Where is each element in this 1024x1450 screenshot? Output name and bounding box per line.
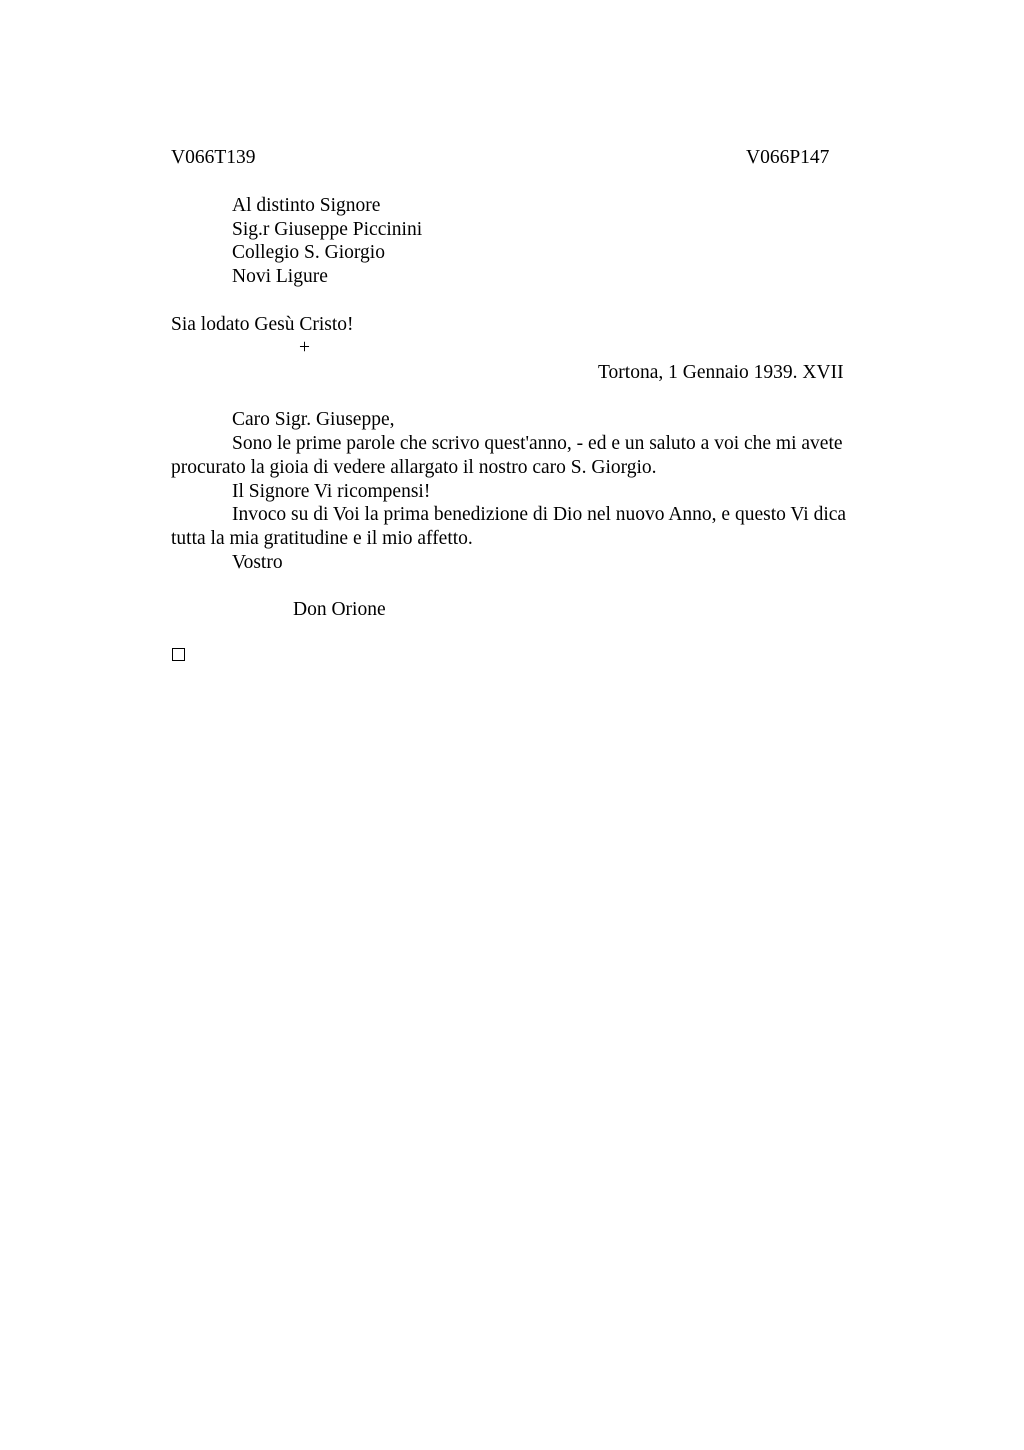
paragraph-line: Sono le prime parole che scrivo quest'anno, - ed e un saluto a voi che mi avete	[232, 433, 843, 454]
paragraph-line: tutta la mia gratitudine e il mio affetto.	[171, 528, 473, 549]
address-line: Al distinto Signore	[232, 195, 381, 216]
address-line: Sig.r Giuseppe Piccinini	[232, 219, 423, 240]
paragraph-line: Invoco su di Voi la prima benedizione di Dio nel nuovo Anno, e questo Vi dica	[232, 504, 847, 525]
signature: Don Orione	[293, 599, 386, 620]
paragraph-line: Il Signore Vi ricompensi!	[232, 481, 431, 502]
cross-symbol: +	[299, 337, 310, 358]
salutation: Caro Sigr. Giuseppe,	[232, 409, 395, 430]
closing: Vostro	[232, 552, 283, 573]
end-marker-box	[172, 648, 185, 661]
dateline: Tortona, 1 Gennaio 1939. XVII	[598, 362, 844, 383]
address-line: Novi Ligure	[232, 266, 328, 287]
address-line: Collegio S. Giorgio	[232, 242, 385, 263]
paragraph-line: procurato la gioia di vedere allargato il nostro caro S. Giorgio.	[171, 457, 657, 478]
reference-code-right: V066P147	[746, 147, 830, 168]
invocation-text: Sia lodato Gesù Cristo!	[171, 314, 354, 335]
reference-code-left: V066T139	[171, 147, 256, 168]
